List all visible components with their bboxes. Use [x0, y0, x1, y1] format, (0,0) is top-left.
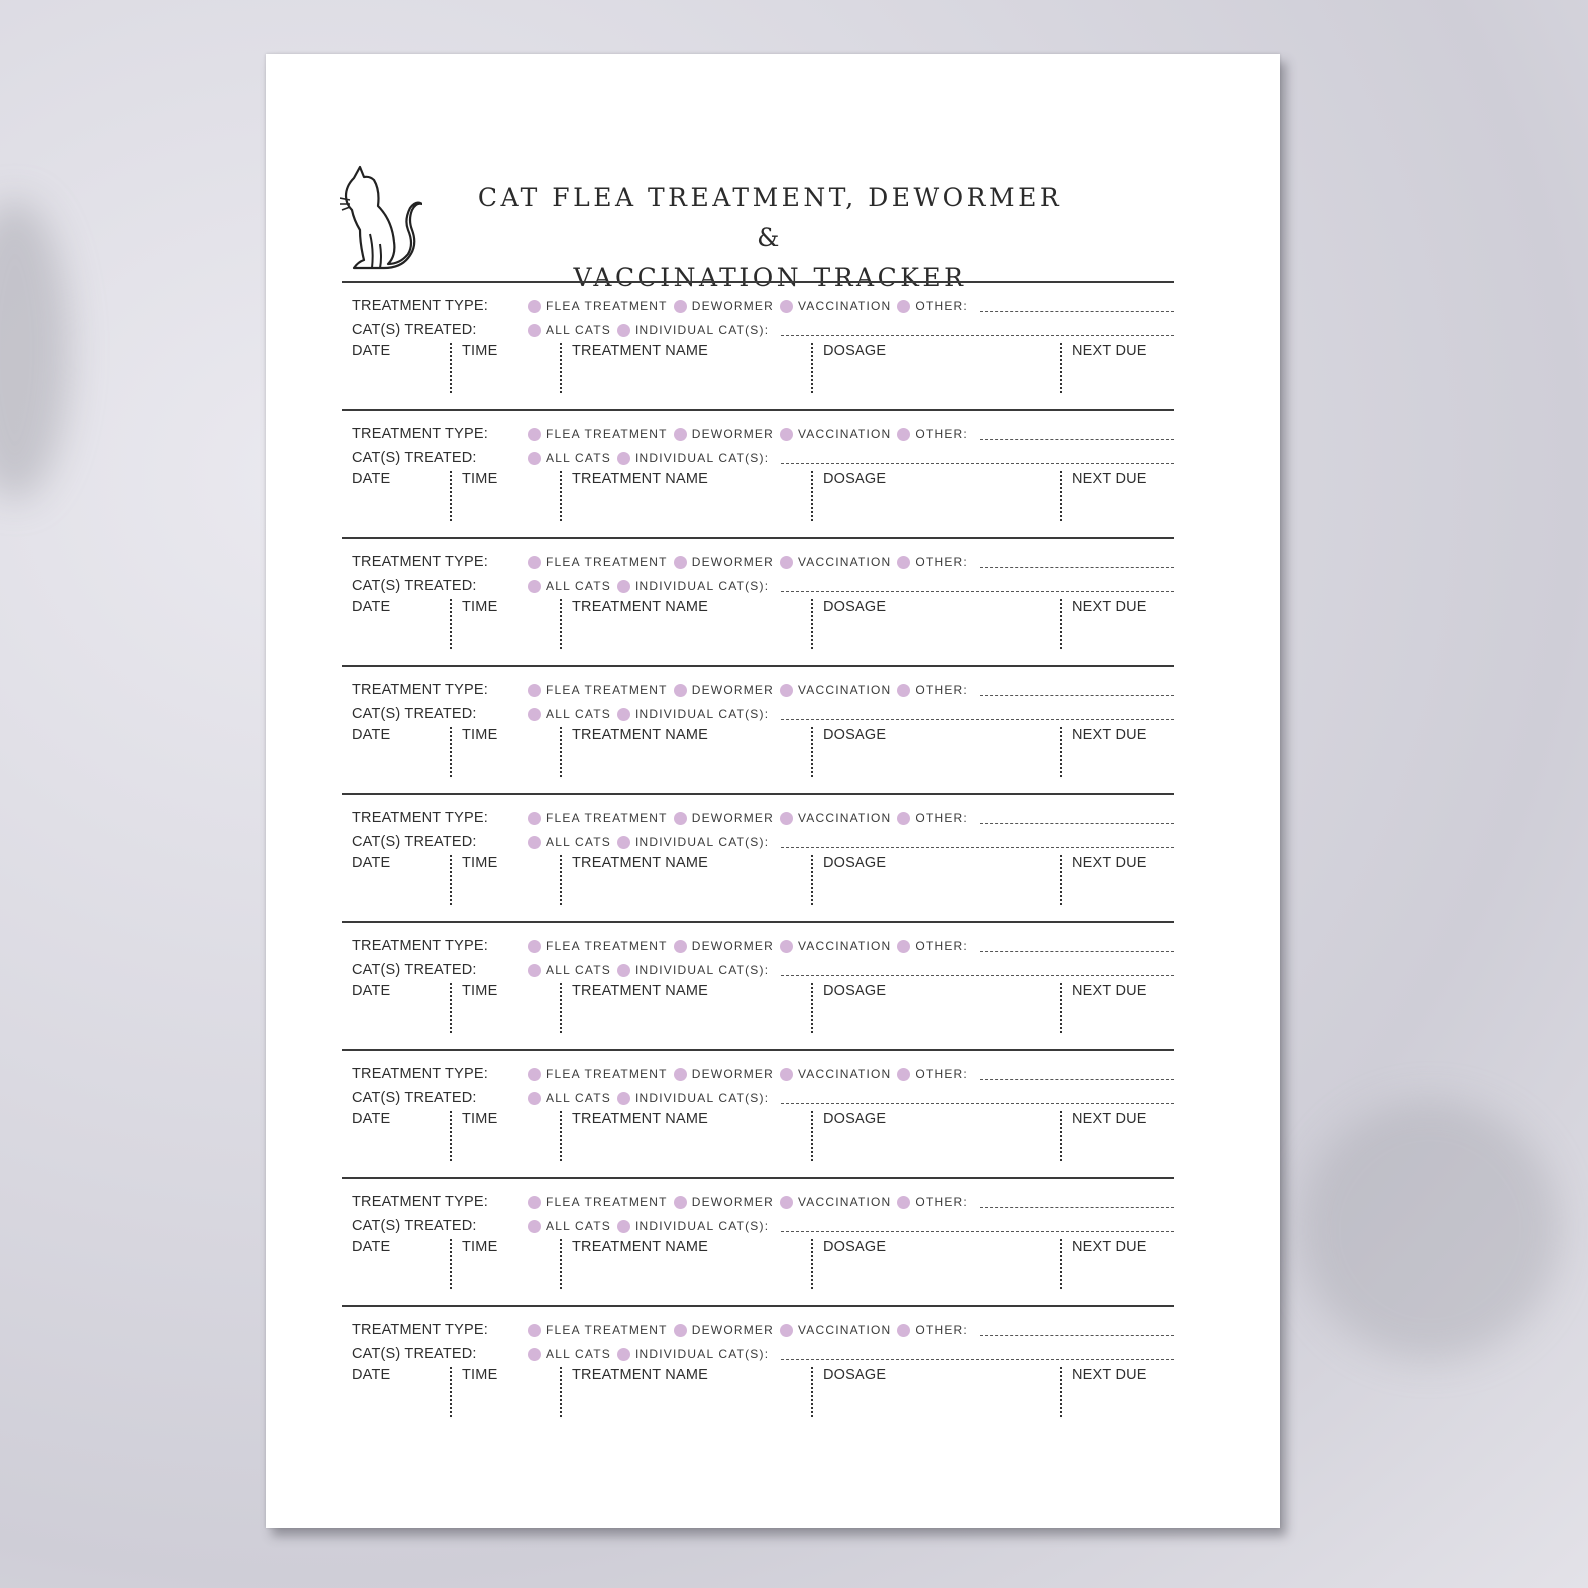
radio-dot-icon[interactable]	[528, 428, 541, 441]
cats-treated-label: CAT(S) TREATED:	[352, 834, 477, 850]
dosage-field[interactable]	[811, 983, 886, 1033]
radio-dot-icon[interactable]	[897, 940, 910, 953]
option-other[interactable]: OTHER:	[897, 1195, 968, 1209]
treatment-type-label: TREATMENT TYPE:	[352, 298, 488, 314]
next-due-label: NEXT DUE	[1072, 343, 1147, 359]
radio-dot-icon[interactable]	[617, 452, 630, 465]
detail-columns-row	[342, 855, 1174, 905]
date-field[interactable]	[342, 983, 390, 1033]
radio-dot-icon[interactable]	[780, 812, 793, 825]
page-title: CAT FLEA TREATMENT, DEWORMER & VACCINATION TRACKER	[477, 183, 1063, 292]
next-due-label: NEXT DUE	[1072, 1239, 1147, 1255]
option-vaccination[interactable]: VACCINATION	[780, 427, 891, 441]
option-individual-cats[interactable]: INDIVIDUAL CAT(S):	[617, 963, 769, 977]
radio-dot-icon[interactable]	[780, 1196, 793, 1209]
next-due-field[interactable]	[1060, 855, 1147, 905]
treatment-name-field[interactable]	[560, 727, 708, 777]
individual-cats-write-in-line[interactable]	[781, 1103, 1174, 1104]
date-field[interactable]	[342, 727, 390, 777]
radio-dot-icon[interactable]	[617, 836, 630, 849]
radio-dot-icon[interactable]	[528, 1220, 541, 1233]
treatment-entry	[342, 793, 1174, 921]
treatment-type-row	[352, 1319, 1174, 1341]
radio-dot-icon[interactable]	[528, 1324, 541, 1337]
treatment-name-label: TREATMENT NAME	[572, 727, 708, 743]
other-write-in-line[interactable]	[980, 951, 1174, 952]
individual-cats-write-in-line[interactable]	[781, 847, 1174, 848]
treatment-type-label: TREATMENT TYPE:	[352, 426, 488, 442]
other-write-in-line[interactable]	[980, 439, 1174, 440]
detail-columns-row	[342, 1111, 1174, 1161]
radio-dot-icon[interactable]	[897, 428, 910, 441]
option-other[interactable]: OTHER:	[897, 1067, 968, 1081]
cats-treated-label: CAT(S) TREATED:	[352, 322, 477, 338]
radio-dot-icon[interactable]	[528, 836, 541, 849]
dosage-field[interactable]	[811, 855, 886, 905]
background-smudge	[0, 200, 70, 500]
treatment-name-label: TREATMENT NAME	[572, 983, 708, 999]
next-due-field[interactable]	[1060, 1367, 1147, 1417]
option-all-cats[interactable]: ALL CATS	[528, 579, 611, 593]
option-flea-treatment[interactable]: FLEA TREATMENT	[528, 1195, 668, 1209]
next-due-label: NEXT DUE	[1072, 1111, 1147, 1127]
radio-dot-icon[interactable]	[528, 300, 541, 313]
time-label: TIME	[462, 1239, 498, 1255]
treatment-type-row	[352, 551, 1174, 573]
dosage-field[interactable]	[811, 1239, 886, 1289]
time-field[interactable]	[450, 1239, 497, 1289]
option-all-cats[interactable]: ALL CATS	[528, 1219, 611, 1233]
treatment-type-label: TREATMENT TYPE:	[352, 1322, 488, 1338]
treatment-entry	[342, 537, 1174, 665]
date-label: DATE	[352, 471, 391, 487]
treatment-name-field[interactable]	[560, 855, 708, 905]
date-field[interactable]	[342, 343, 390, 393]
detail-columns-row	[342, 1239, 1174, 1289]
date-field[interactable]	[342, 471, 390, 521]
option-vaccination[interactable]: VACCINATION	[780, 811, 891, 825]
individual-cats-write-in-line[interactable]	[781, 719, 1174, 720]
time-label: TIME	[462, 599, 498, 615]
radio-dot-icon[interactable]	[528, 708, 541, 721]
radio-dot-icon[interactable]	[528, 1092, 541, 1105]
time-field[interactable]	[450, 727, 497, 777]
other-write-in-line[interactable]	[980, 1207, 1174, 1208]
radio-dot-icon[interactable]	[674, 556, 687, 569]
radio-dot-icon[interactable]	[528, 556, 541, 569]
other-write-in-line[interactable]	[980, 311, 1174, 312]
dosage-label: DOSAGE	[823, 343, 887, 359]
radio-dot-icon[interactable]	[780, 1324, 793, 1337]
detail-columns-row	[342, 599, 1174, 649]
option-vaccination[interactable]: VACCINATION	[780, 1195, 891, 1209]
treatment-type-label: TREATMENT TYPE:	[352, 1066, 488, 1082]
dosage-label: DOSAGE	[823, 471, 887, 487]
radio-dot-icon[interactable]	[674, 940, 687, 953]
cats-treated-row	[352, 575, 1174, 597]
radio-dot-icon[interactable]	[617, 708, 630, 721]
radio-dot-icon[interactable]	[528, 812, 541, 825]
dosage-label: DOSAGE	[823, 727, 887, 743]
treatment-name-field[interactable]	[560, 983, 708, 1033]
next-due-label: NEXT DUE	[1072, 983, 1147, 999]
option-all-cats[interactable]: ALL CATS	[528, 451, 611, 465]
dosage-field[interactable]	[811, 1111, 886, 1161]
time-label: TIME	[462, 471, 498, 487]
radio-dot-icon[interactable]	[674, 1196, 687, 1209]
entry-list	[342, 281, 1174, 1433]
treatment-name-field[interactable]	[560, 1367, 708, 1417]
time-label: TIME	[462, 1111, 498, 1127]
option-vaccination[interactable]: VACCINATION	[780, 1323, 891, 1337]
date-label: DATE	[352, 343, 391, 359]
radio-dot-icon[interactable]	[897, 300, 910, 313]
dosage-field[interactable]	[811, 599, 886, 649]
date-label: DATE	[352, 727, 391, 743]
dosage-label: DOSAGE	[823, 1111, 887, 1127]
radio-dot-icon[interactable]	[528, 324, 541, 337]
option-individual-cats[interactable]: INDIVIDUAL CAT(S):	[617, 1347, 769, 1361]
radio-dot-icon[interactable]	[897, 1196, 910, 1209]
option-flea-treatment[interactable]: FLEA TREATMENT	[528, 427, 668, 441]
radio-dot-icon[interactable]	[617, 1220, 630, 1233]
time-label: TIME	[462, 855, 498, 871]
treatment-name-label: TREATMENT NAME	[572, 599, 708, 615]
date-label: DATE	[352, 1367, 391, 1383]
option-vaccination[interactable]: VACCINATION	[780, 299, 891, 313]
treatment-type-label: TREATMENT TYPE:	[352, 810, 488, 826]
other-write-in-line[interactable]	[980, 1079, 1174, 1080]
date-field[interactable]	[342, 1111, 390, 1161]
radio-dot-icon[interactable]	[528, 684, 541, 697]
dosage-label: DOSAGE	[823, 983, 887, 999]
radio-dot-icon[interactable]	[780, 940, 793, 953]
radio-dot-icon[interactable]	[897, 684, 910, 697]
other-write-in-line[interactable]	[980, 1335, 1174, 1336]
treatment-name-field[interactable]	[560, 1239, 708, 1289]
radio-dot-icon[interactable]	[897, 1324, 910, 1337]
option-all-cats[interactable]: ALL CATS	[528, 835, 611, 849]
radio-dot-icon[interactable]	[674, 1324, 687, 1337]
option-flea-treatment[interactable]: FLEA TREATMENT	[528, 1323, 668, 1337]
radio-dot-icon[interactable]	[528, 1196, 541, 1209]
next-due-label: NEXT DUE	[1072, 471, 1147, 487]
option-all-cats[interactable]: ALL CATS	[528, 323, 611, 337]
radio-dot-icon[interactable]	[617, 580, 630, 593]
option-dewormer[interactable]: DEWORMER	[674, 1323, 774, 1337]
date-label: DATE	[352, 599, 391, 615]
option-individual-cats[interactable]: INDIVIDUAL CAT(S):	[617, 323, 769, 337]
option-all-cats[interactable]: ALL CATS	[528, 1347, 611, 1361]
dosage-label: DOSAGE	[823, 855, 887, 871]
cats-treated-row	[352, 1087, 1174, 1109]
time-label: TIME	[462, 727, 498, 743]
cats-treated-label: CAT(S) TREATED:	[352, 1346, 477, 1362]
date-label: DATE	[352, 855, 391, 871]
treatment-entry	[342, 921, 1174, 1049]
time-label: TIME	[462, 343, 498, 359]
treatment-name-field[interactable]	[560, 599, 708, 649]
radio-dot-icon[interactable]	[617, 324, 630, 337]
cats-treated-row	[352, 959, 1174, 981]
cats-treated-label: CAT(S) TREATED:	[352, 1090, 477, 1106]
option-dewormer[interactable]: DEWORMER	[674, 1195, 774, 1209]
option-other[interactable]: OTHER:	[897, 1323, 968, 1337]
other-write-in-line[interactable]	[980, 567, 1174, 568]
treatment-name-field[interactable]	[560, 1111, 708, 1161]
option-other[interactable]: OTHER:	[897, 555, 968, 569]
individual-cats-write-in-line[interactable]	[781, 335, 1174, 336]
treatment-type-row	[352, 295, 1174, 317]
tracker-page	[266, 54, 1280, 1528]
option-vaccination[interactable]: VACCINATION	[780, 683, 891, 697]
radio-dot-icon[interactable]	[897, 1068, 910, 1081]
dosage-field[interactable]	[811, 727, 886, 777]
radio-dot-icon[interactable]	[780, 300, 793, 313]
radio-dot-icon[interactable]	[528, 940, 541, 953]
date-label: DATE	[352, 1239, 391, 1255]
treatment-name-label: TREATMENT NAME	[572, 1239, 708, 1255]
option-individual-cats[interactable]: INDIVIDUAL CAT(S):	[617, 1091, 769, 1105]
radio-dot-icon[interactable]	[528, 580, 541, 593]
treatment-type-row	[352, 1063, 1174, 1085]
other-write-in-line[interactable]	[980, 823, 1174, 824]
dosage-field[interactable]	[811, 1367, 886, 1417]
time-field[interactable]	[450, 471, 497, 521]
radio-dot-icon[interactable]	[528, 452, 541, 465]
treatment-entry	[342, 665, 1174, 793]
option-all-cats[interactable]: ALL CATS	[528, 707, 611, 721]
time-field[interactable]	[450, 343, 497, 393]
date-field[interactable]	[342, 855, 390, 905]
treatment-name-label: TREATMENT NAME	[572, 1367, 708, 1383]
next-due-label: NEXT DUE	[1072, 727, 1147, 743]
individual-cats-write-in-line[interactable]	[781, 975, 1174, 976]
time-field[interactable]	[450, 983, 497, 1033]
option-vaccination[interactable]: VACCINATION	[780, 939, 891, 953]
treatment-type-row	[352, 935, 1174, 957]
individual-cats-write-in-line[interactable]	[781, 1359, 1174, 1360]
date-field[interactable]	[342, 1239, 390, 1289]
cats-treated-label: CAT(S) TREATED:	[352, 962, 477, 978]
treatment-name-label: TREATMENT NAME	[572, 1111, 708, 1127]
radio-dot-icon[interactable]	[780, 556, 793, 569]
cats-treated-row	[352, 447, 1174, 469]
radio-dot-icon[interactable]	[780, 684, 793, 697]
option-individual-cats[interactable]: INDIVIDUAL CAT(S):	[617, 707, 769, 721]
individual-cats-write-in-line[interactable]	[781, 463, 1174, 464]
next-due-field[interactable]	[1060, 599, 1147, 649]
date-label: DATE	[352, 1111, 391, 1127]
individual-cats-write-in-line[interactable]	[781, 591, 1174, 592]
radio-dot-icon[interactable]	[528, 1348, 541, 1361]
treatment-type-label: TREATMENT TYPE:	[352, 1194, 488, 1210]
individual-cats-write-in-line[interactable]	[781, 1231, 1174, 1232]
option-dewormer[interactable]: DEWORMER	[674, 299, 774, 313]
treatment-entry	[342, 1177, 1174, 1305]
next-due-field[interactable]	[1060, 983, 1147, 1033]
option-vaccination[interactable]: VACCINATION	[780, 555, 891, 569]
next-due-label: NEXT DUE	[1072, 1367, 1147, 1383]
option-dewormer[interactable]: DEWORMER	[674, 683, 774, 697]
treatment-type-row	[352, 679, 1174, 701]
time-field[interactable]	[450, 599, 497, 649]
option-dewormer[interactable]: DEWORMER	[674, 811, 774, 825]
time-field[interactable]	[450, 1367, 497, 1417]
treatment-entry	[342, 1049, 1174, 1177]
treatment-name-field[interactable]	[560, 471, 708, 521]
cats-treated-label: CAT(S) TREATED:	[352, 1218, 477, 1234]
radio-dot-icon[interactable]	[780, 1068, 793, 1081]
option-other[interactable]: OTHER:	[897, 427, 968, 441]
option-other[interactable]: OTHER:	[897, 299, 968, 313]
treatment-entry	[342, 409, 1174, 537]
option-flea-treatment[interactable]: FLEA TREATMENT	[528, 299, 668, 313]
radio-dot-icon[interactable]	[617, 1348, 630, 1361]
option-all-cats[interactable]: ALL CATS	[528, 1091, 611, 1105]
radio-dot-icon[interactable]	[897, 812, 910, 825]
option-dewormer[interactable]: DEWORMER	[674, 1067, 774, 1081]
option-individual-cats[interactable]: INDIVIDUAL CAT(S):	[617, 1219, 769, 1233]
cats-treated-row	[352, 319, 1174, 341]
date-field[interactable]	[342, 599, 390, 649]
dosage-field[interactable]	[811, 343, 886, 393]
treatment-type-row	[352, 1191, 1174, 1213]
treatment-entry	[342, 1305, 1174, 1433]
treatment-type-row	[352, 423, 1174, 445]
next-due-field[interactable]	[1060, 1111, 1147, 1161]
treatment-entry	[342, 281, 1174, 409]
radio-dot-icon[interactable]	[780, 428, 793, 441]
option-flea-treatment[interactable]: FLEA TREATMENT	[528, 811, 668, 825]
time-label: TIME	[462, 983, 498, 999]
treatment-name-label: TREATMENT NAME	[572, 343, 708, 359]
option-dewormer[interactable]: DEWORMER	[674, 427, 774, 441]
option-individual-cats[interactable]: INDIVIDUAL CAT(S):	[617, 835, 769, 849]
radio-dot-icon[interactable]	[674, 1068, 687, 1081]
option-dewormer[interactable]: DEWORMER	[674, 555, 774, 569]
option-flea-treatment[interactable]: FLEA TREATMENT	[528, 683, 668, 697]
treatment-name-label: TREATMENT NAME	[572, 855, 708, 871]
radio-dot-icon[interactable]	[617, 964, 630, 977]
detail-columns-row	[342, 983, 1174, 1033]
option-other[interactable]: OTHER:	[897, 683, 968, 697]
detail-columns-row	[342, 727, 1174, 777]
option-flea-treatment[interactable]: FLEA TREATMENT	[528, 939, 668, 953]
cats-treated-label: CAT(S) TREATED:	[352, 706, 477, 722]
treatment-type-label: TREATMENT TYPE:	[352, 554, 488, 570]
radio-dot-icon[interactable]	[897, 556, 910, 569]
treatment-name-field[interactable]	[560, 343, 708, 393]
next-due-field[interactable]	[1060, 727, 1147, 777]
next-due-label: NEXT DUE	[1072, 599, 1147, 615]
option-individual-cats[interactable]: INDIVIDUAL CAT(S):	[617, 451, 769, 465]
cats-treated-row	[352, 1215, 1174, 1237]
cats-treated-label: CAT(S) TREATED:	[352, 578, 477, 594]
time-field[interactable]	[450, 1111, 497, 1161]
background-smudge	[1300, 1100, 1560, 1360]
cats-treated-row	[352, 1343, 1174, 1365]
option-dewormer[interactable]: DEWORMER	[674, 939, 774, 953]
cats-treated-row	[352, 703, 1174, 725]
next-due-field[interactable]	[1060, 471, 1147, 521]
radio-dot-icon[interactable]	[528, 1068, 541, 1081]
next-due-field[interactable]	[1060, 343, 1147, 393]
next-due-field[interactable]	[1060, 1239, 1147, 1289]
cats-treated-label: CAT(S) TREATED:	[352, 450, 477, 466]
option-vaccination[interactable]: VACCINATION	[780, 1067, 891, 1081]
treatment-name-label: TREATMENT NAME	[572, 471, 708, 487]
dosage-label: DOSAGE	[823, 1367, 887, 1383]
option-other[interactable]: OTHER:	[897, 939, 968, 953]
detail-columns-row	[342, 1367, 1174, 1417]
detail-columns-row	[342, 343, 1174, 393]
other-write-in-line[interactable]	[980, 695, 1174, 696]
option-individual-cats[interactable]: INDIVIDUAL CAT(S):	[617, 579, 769, 593]
radio-dot-icon[interactable]	[674, 428, 687, 441]
detail-columns-row	[342, 471, 1174, 521]
page-header	[340, 164, 1170, 292]
option-flea-treatment[interactable]: FLEA TREATMENT	[528, 555, 668, 569]
radio-dot-icon[interactable]	[617, 1092, 630, 1105]
radio-dot-icon[interactable]	[674, 812, 687, 825]
radio-dot-icon[interactable]	[674, 300, 687, 313]
cat-outline-icon	[340, 164, 422, 270]
radio-dot-icon[interactable]	[674, 684, 687, 697]
dosage-label: DOSAGE	[823, 599, 887, 615]
time-label: TIME	[462, 1367, 498, 1383]
treatment-type-label: TREATMENT TYPE:	[352, 938, 488, 954]
dosage-label: DOSAGE	[823, 1239, 887, 1255]
cats-treated-row	[352, 831, 1174, 853]
date-label: DATE	[352, 983, 391, 999]
next-due-label: NEXT DUE	[1072, 855, 1147, 871]
option-other[interactable]: OTHER:	[897, 811, 968, 825]
time-field[interactable]	[450, 855, 497, 905]
option-flea-treatment[interactable]: FLEA TREATMENT	[528, 1067, 668, 1081]
dosage-field[interactable]	[811, 471, 886, 521]
treatment-type-label: TREATMENT TYPE:	[352, 682, 488, 698]
treatment-type-row	[352, 807, 1174, 829]
date-field[interactable]	[342, 1367, 390, 1417]
option-all-cats[interactable]: ALL CATS	[528, 963, 611, 977]
radio-dot-icon[interactable]	[528, 964, 541, 977]
